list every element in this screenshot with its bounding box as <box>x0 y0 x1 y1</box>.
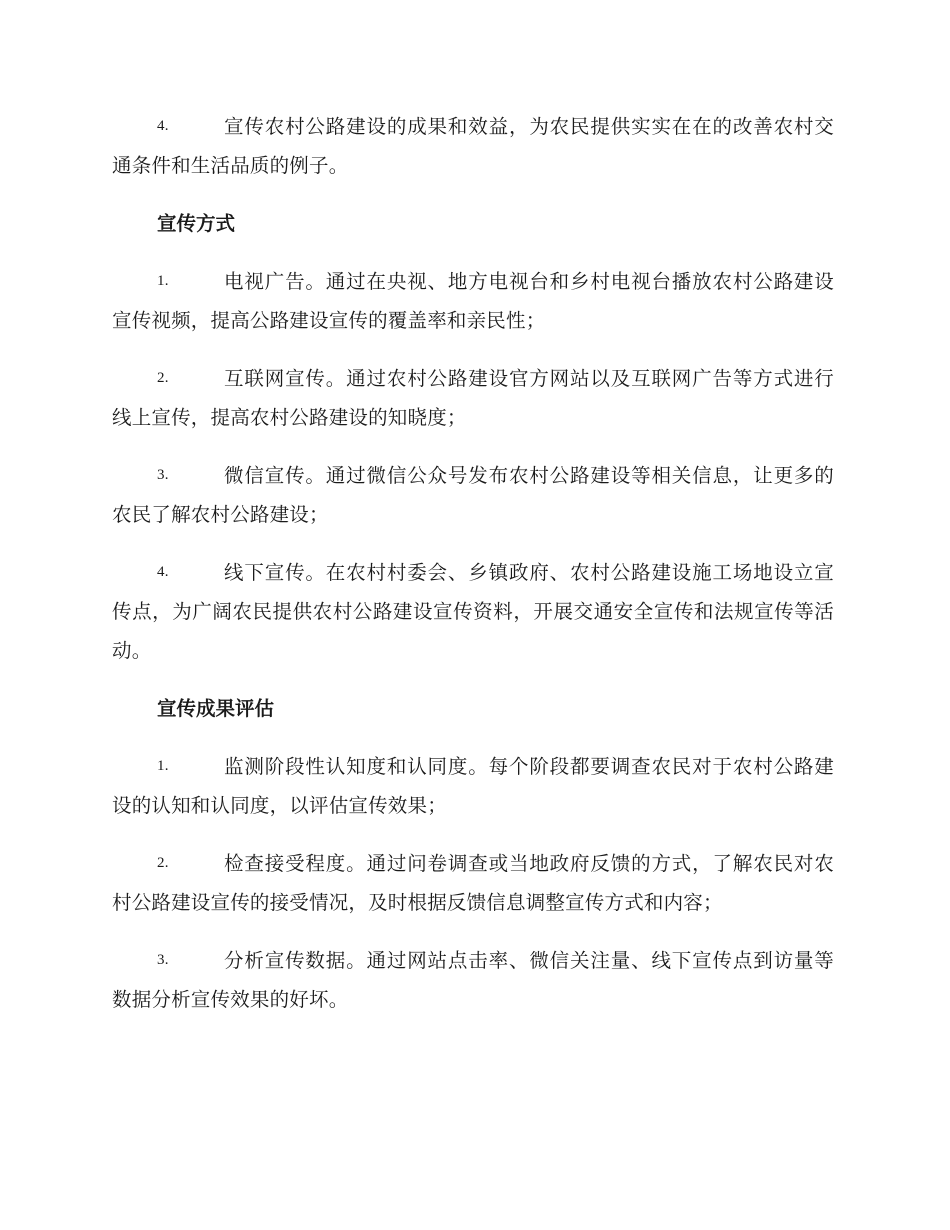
list-item-text: 线下宣传。在农村村委会、乡镇政府、农村公路建设施工场地设立宣传点，为广阔农民提供农村公路建设宣传资料，开展交通安全宣传和法规宣传等活动。 <box>112 561 834 662</box>
list-item <box>112 107 834 185</box>
section-heading-evaluation: 宣传成果评估 <box>157 697 275 720</box>
list-item-number: 2. <box>157 370 169 386</box>
list-item <box>112 941 834 1019</box>
list-item-text: 监测阶段性认知度和认同度。每个阶段都要调查农民对于农村公路建设的认知和认同度，以评估宣传效果； <box>112 755 834 817</box>
section-heading-methods: 宣传方式 <box>157 212 236 235</box>
list-item-number: 3. <box>157 467 169 483</box>
list-item <box>112 456 834 534</box>
list-item <box>112 553 834 670</box>
list-item <box>112 747 834 825</box>
list-item <box>112 359 834 437</box>
list-item-number: 4. <box>157 118 169 134</box>
list-item <box>112 262 834 340</box>
document-body <box>112 107 834 1038</box>
list-item-number: 3. <box>157 952 169 968</box>
list-item-number: 4. <box>157 564 169 580</box>
list-item <box>112 844 834 922</box>
list-item-text: 微信宣传。通过微信公众号发布农村公路建设等相关信息，让更多的农民了解农村公路建设； <box>112 464 834 526</box>
list-item-text: 宣传农村公路建设的成果和效益，为农民提供实实在在的改善农村交通条件和生活品质的例子。 <box>112 115 834 177</box>
list-item-text: 电视广告。通过在央视、地方电视台和乡村电视台播放农村公路建设宣传视频，提高公路建设宣传的覆盖率和亲民性； <box>112 270 834 332</box>
list-item-text: 互联网宣传。通过农村公路建设官方网站以及互联网广告等方式进行线上宣传，提高农村公路建设的知晓度； <box>112 367 834 429</box>
list-item-number: 2. <box>157 855 169 871</box>
list-item-text: 检查接受程度。通过问卷调查或当地政府反馈的方式，了解农民对农村公路建设宣传的接受情况，及时根据反馈信息调整宣传方式和内容； <box>112 852 834 914</box>
list-item-number: 1. <box>157 758 169 774</box>
list-item-text: 分析宣传数据。通过网站点击率、微信关注量、线下宣传点到访量等数据分析宣传效果的好坏。 <box>112 949 834 1011</box>
list-item-number: 1. <box>157 273 169 289</box>
